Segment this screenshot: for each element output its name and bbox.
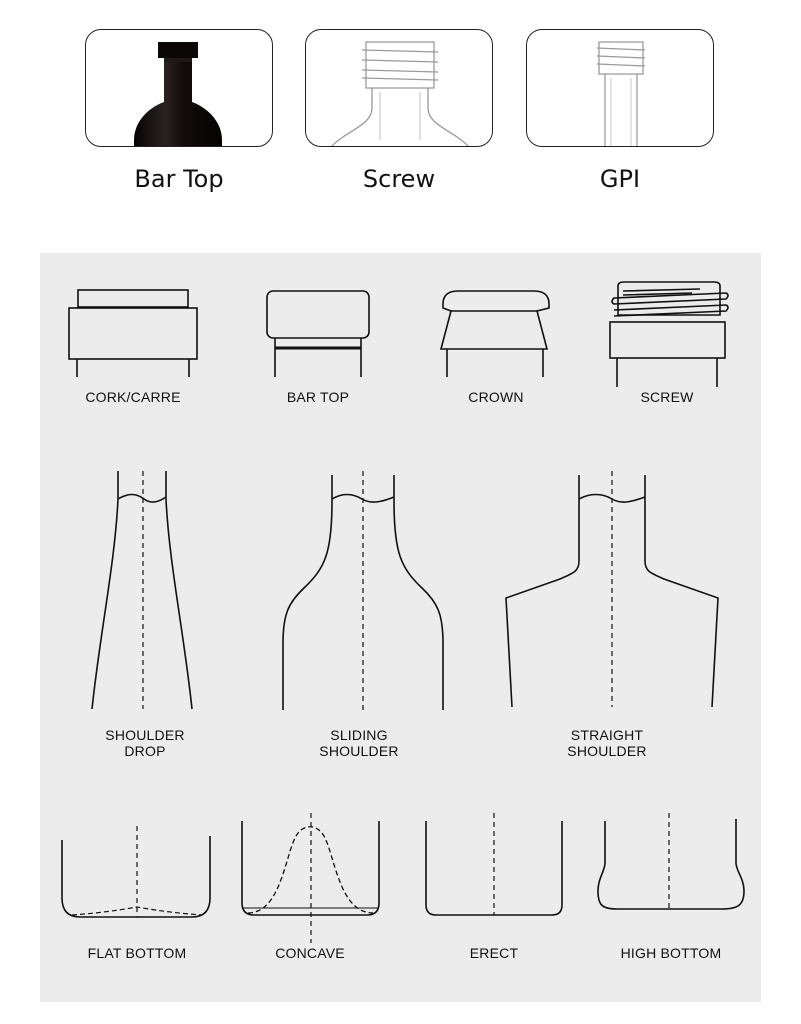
erect-drawing bbox=[426, 813, 562, 915]
shoulder-drop-label-line2: DROP bbox=[124, 743, 166, 759]
bottle-parts-diagram-panel bbox=[40, 253, 761, 1002]
sliding-shoulder-label-line2: SHOULDER bbox=[319, 743, 399, 759]
high-bottom-drawing bbox=[598, 813, 744, 909]
erect-label: ERECT bbox=[469, 945, 519, 961]
screw-photo-card bbox=[305, 29, 493, 147]
sliding-shoulder-drawing bbox=[283, 471, 443, 710]
straight-shoulder-label-line2: SHOULDER bbox=[567, 743, 647, 759]
bar-top-photo-card bbox=[85, 29, 273, 147]
crown-finish-drawing bbox=[441, 291, 549, 377]
gpi-photo-label: GPI bbox=[599, 165, 641, 193]
bottle-parts-drawings bbox=[40, 253, 761, 1002]
dark-bottle-image bbox=[86, 30, 273, 147]
bar-top-photo-label: Bar Top bbox=[134, 165, 224, 193]
clear-gpi-bottle-image bbox=[527, 30, 714, 147]
sliding-shoulder-label-line1: SLIDING bbox=[330, 727, 388, 743]
bar-top-label: BAR TOP bbox=[286, 389, 350, 405]
straight-shoulder-label-line1: STRAIGHT bbox=[570, 727, 644, 743]
concave-drawing bbox=[242, 813, 379, 943]
shoulder-drop-label-line1: SHOULDER bbox=[105, 727, 185, 743]
screw-photo-label: Screw bbox=[362, 165, 436, 193]
bar-top-finish-drawing bbox=[267, 291, 369, 377]
screw-label: SCREW bbox=[640, 389, 694, 405]
flat-bottom-label: FLAT BOTTOM bbox=[87, 945, 187, 961]
flat-bottom-drawing bbox=[62, 826, 210, 917]
shoulder-drop-label bbox=[85, 727, 205, 759]
gpi-photo-card bbox=[526, 29, 714, 147]
screw-finish-drawing bbox=[610, 282, 728, 387]
shoulder-drop-drawing bbox=[92, 471, 192, 709]
cork-carre-finish-drawing bbox=[69, 290, 197, 377]
clear-screw-bottle-image bbox=[306, 30, 493, 147]
crown-label: CROWN bbox=[468, 389, 524, 405]
concave-label: CONCAVE bbox=[275, 945, 345, 961]
straight-shoulder-drawing bbox=[506, 471, 718, 707]
high-bottom-label: HIGH BOTTOM bbox=[620, 945, 722, 961]
straight-shoulder-label bbox=[547, 727, 667, 759]
sliding-shoulder-label bbox=[299, 727, 419, 759]
cork-carre-label: CORK/CARRE bbox=[85, 389, 181, 405]
